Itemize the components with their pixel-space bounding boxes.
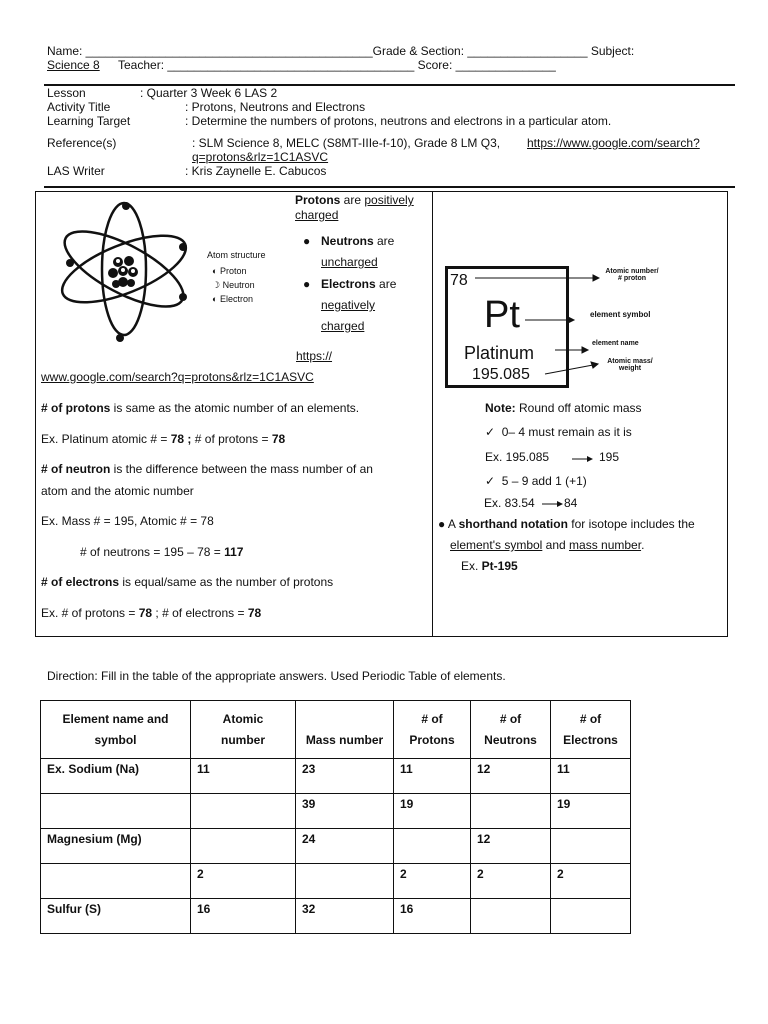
shorthand-line-2 [450,538,644,552]
cell-electrons[interactable]: 11 [551,759,631,794]
cell-element[interactable]: Magnesium (Mg) [41,829,191,864]
electrons-rule-text: is equal/same as the number of protons [119,575,334,589]
cell-mass-number[interactable]: 23 [296,759,394,794]
neutron-icon: ☽ [212,280,221,290]
atomic-number-label [596,268,668,282]
cell-atomic-number[interactable] [191,794,296,829]
protons-charge-2: charged [295,208,339,222]
check-icon: ✓ [485,425,496,439]
cell-neutrons[interactable]: 12 [471,829,551,864]
cell-neutrons[interactable]: 12 [471,759,551,794]
protons-example [41,432,285,446]
atomic-label-2: # proton [618,275,646,282]
table-row [41,794,631,829]
header-mass-number [296,701,394,759]
ex2b-bold: 117 [224,545,244,559]
info-box-divider [432,191,433,637]
arrow-icon [542,500,564,510]
protons-are: are [340,193,365,207]
header-line: # of [499,711,522,726]
atom-illustration [52,196,202,346]
shorthand-example [461,559,518,573]
cell-element[interactable] [41,864,191,899]
header-electrons [551,701,631,759]
check-icon: ✓ [485,474,496,488]
card-name: Platinum [464,343,535,363]
neutrons-bullet: ● [303,234,311,248]
short-u1: element's symbol [450,538,543,552]
atom-legend-title: Atom structure [207,250,266,260]
ex3-text2: ; # of electrons = [152,606,248,620]
header-line: Protons [409,732,455,747]
legend-proton-label: Proton [219,266,247,276]
writer-value: : Kris Zaynelle E. Cabucos [185,164,327,178]
bullet-icon: ● [438,517,446,531]
rule2 [485,474,587,488]
atomic-label-1: Atomic number/ [605,268,659,275]
round-note [485,401,642,415]
cell-electrons[interactable]: 19 [551,794,631,829]
table-row [41,864,631,899]
protons-rule [41,401,359,415]
name-line: Name: ___________________________________________Grade & Section: __________________ Subject: [47,44,635,58]
ex2b-text: # of neutrons = 195 – 78 = [80,545,225,559]
card-atomic-number: 78 [450,272,468,289]
reference-link-cont[interactable]: q=protons&rlz=1C1ASVC [192,150,329,164]
neutron-rule [41,462,373,476]
card-arrows [450,272,600,382]
cell-neutrons[interactable] [471,794,551,829]
rule2-example-right: 84 [564,496,578,510]
cell-electrons[interactable] [551,829,631,864]
mass-label [600,358,660,372]
proton-icon: ◐ [212,266,218,276]
cell-protons[interactable] [394,829,471,864]
electrons-rule-bold: # of electrons [41,575,120,589]
source-url-1[interactable]: https:// [296,349,333,363]
lesson-label: Lesson [47,86,86,100]
target-label: Learning Target [47,114,131,128]
cell-atomic-number[interactable] [191,829,296,864]
subject-value: Science 8 [47,58,100,72]
legend-electron-label: Electron [219,294,253,304]
lesson-divider [44,186,735,188]
neutrons-are: are [373,234,395,248]
cell-atomic-number[interactable]: 2 [191,864,296,899]
cell-protons[interactable]: 11 [394,759,471,794]
neutrons-word: Neutrons [321,234,374,248]
header-line [302,709,387,730]
writer-label: LAS Writer [47,164,105,178]
electron-icon: ◐ [212,294,218,304]
legend-proton [212,266,246,276]
cell-mass-number[interactable]: 39 [296,794,394,829]
neutron-rule-text: is the difference between the mass number of an [110,462,373,476]
ex3-text: Ex. # of protons = [41,606,139,620]
answer-table [40,700,631,934]
header-protons [394,701,471,759]
cell-mass-number[interactable]: 32 [296,899,394,934]
neutrons-charge: uncharged [321,255,378,269]
ex3-bold2: 78 [247,606,262,620]
table-row [41,829,631,864]
legend-electron [212,294,253,304]
short-ex: Ex. [461,559,482,573]
header-line: # of [421,711,443,726]
short-ex-bold: Pt-195 [481,559,518,573]
header-element [41,701,191,759]
cell-atomic-number[interactable]: 11 [191,759,296,794]
header-line: Electrons [563,732,618,747]
activity-value: : Protons, Neutrons and Electrons [185,100,366,114]
cell-electrons[interactable] [551,899,631,934]
shorthand-line [438,517,695,531]
name-label: element name [592,340,639,347]
rule1-text: 0– 4 must remain as it is [501,425,632,439]
electrons-example [41,606,261,620]
neutrons-line [321,234,394,248]
arrow-icon [572,455,594,465]
direction-text: Direction: Fill in the table of the appropriate answers. Used Periodic Table of elements. [47,669,506,683]
reference-link[interactable]: https://www.google.com/search? [527,136,700,150]
electrons-charge-1: negatively [321,298,376,312]
protons-rule-text: is same as the atomic number of an elements. [110,401,360,415]
cell-protons[interactable]: 2 [394,864,471,899]
electrons-word: Electrons [321,277,376,291]
neutron-example: Ex. Mass # = 195, Atomic # = 78 [41,514,214,528]
ex1-bold2: 78 [271,432,286,446]
header-line: symbol [94,732,137,747]
short-bold: shorthand notation [458,517,568,531]
cell-element[interactable] [41,794,191,829]
electrons-rule [41,575,333,589]
reference-value: : SLM Science 8, MELC (S8MT-IIIe-f-10), Grade 8 LM Q3, [192,136,501,150]
short-and: and [542,538,570,552]
note-text: Round off atomic mass [515,401,642,415]
rule1-example-right: 195 [599,450,620,464]
rule2-example-left: Ex. 83.54 [484,496,535,510]
legend-neutron [212,280,255,291]
short-rest: for isotope includes the [567,517,695,531]
electrons-charge-2: charged [321,319,365,333]
cell-mass-number[interactable]: 24 [296,829,394,864]
note-bold: Note: [485,401,516,415]
neutron-rule-bold: # of neutron [41,462,111,476]
activity-label: Activity Title [47,100,111,114]
electrons-are: are [375,277,397,291]
ex3-bold: 78 [138,606,153,620]
cell-neutrons[interactable] [471,899,551,934]
mass-label-2: weight [618,365,642,372]
table-header-row [41,701,631,759]
header-line: Element name and [62,711,169,726]
cell-neutrons[interactable]: 2 [471,864,551,899]
header-line: number [220,732,265,747]
table-row [41,759,631,794]
rule1 [485,425,632,439]
table-row [41,899,631,934]
header-line: Neutrons [484,732,537,747]
target-value: : Determine the numbers of protons, neutrons and electrons in a particular atom. [185,114,612,128]
lesson-value: : Quarter 3 Week 6 LAS 2 [140,86,278,100]
ex1-text: Ex. Platinum atomic # = [41,432,171,446]
protons-rule-bold: # of protons [41,401,111,415]
electrons-line [321,277,396,291]
cell-element[interactable]: Sulfur (S) [41,899,191,934]
legend-neutron-label: Neutron [222,280,255,290]
protons-word: Protons [295,193,341,207]
short-a: A [447,517,459,531]
header-neutrons [471,701,551,759]
teacher-line: Teacher: _____________________________________ Score: _______________ [118,58,556,72]
cell-protons[interactable]: 19 [394,794,471,829]
cell-electrons[interactable]: 2 [551,864,631,899]
source-url-2[interactable]: www.google.com/search?q=protons&rlz=1C1ASVC [41,370,314,384]
short-dot: . [641,538,645,552]
cell-mass-number[interactable] [296,864,394,899]
card-mass: 195.085 [472,366,530,383]
rule1-example-left: Ex. 195.085 [485,450,550,464]
reference-label: Reference(s) [47,136,117,150]
card-symbol: Pt [484,294,520,336]
header-line: # of [579,711,602,726]
rule2-text: 5 – 9 add 1 (+1) [501,474,587,488]
symbol-label: element symbol [590,310,651,319]
electrons-bullet: ● [303,277,311,291]
cell-element[interactable]: Ex. Sodium (Na) [41,759,191,794]
ex1-text2: # of protons = [191,432,272,446]
protons-charge-1: positively [364,193,414,207]
ex1-bold: 78 ; [170,432,192,446]
header-atomic-number [191,701,296,759]
header-line: Atomic [222,711,264,726]
cell-protons[interactable]: 16 [394,899,471,934]
short-u2: mass number [569,538,642,552]
mass-label-1: Atomic mass/ [607,358,653,365]
cell-atomic-number[interactable]: 16 [191,899,296,934]
header-line: Mass number [305,732,384,747]
neutron-rule-cont: atom and the atomic number [41,484,194,498]
protons-charge [295,193,414,207]
neutron-calculation [80,545,243,559]
